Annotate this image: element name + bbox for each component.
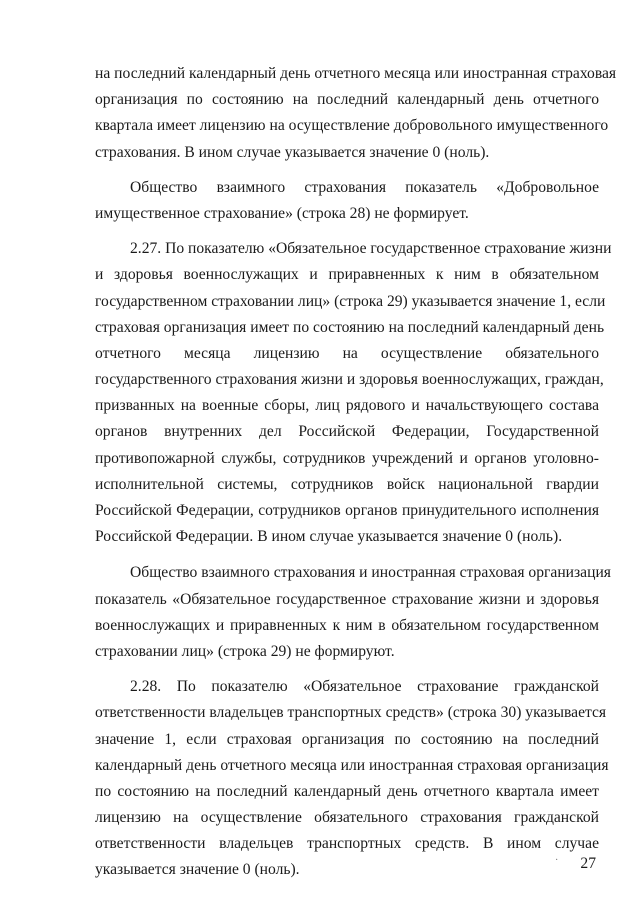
text-line: страховании лиц» (строка 29) не формируют. xyxy=(95,642,395,660)
text-line: значение 1, если страховая организация по состоянию на последний xyxy=(95,730,599,748)
text-line: отчетного месяца лицензию на осуществление обязательного xyxy=(95,344,599,362)
text-line: показатель «Обязательное государственное страхование жизни и здоровья xyxy=(95,590,599,608)
paragraph-3 xyxy=(95,236,612,550)
text-line: имущественное страхование» (строка 28) не формирует. xyxy=(95,204,469,222)
page-number: 27 xyxy=(580,855,596,872)
text-line: по состоянию на последний календарный день отчетного квартала имеет xyxy=(95,782,599,800)
text-line: Российской Федерации. В ином случае указывается значение 0 (ноль). xyxy=(95,528,563,546)
text-line: противопожарной службы, сотрудников учреждений и органов уголовно- xyxy=(95,449,599,467)
text-line: военнослужащих и приравненных к ним в обязательном государственном xyxy=(95,616,599,634)
text-line: ответственности владельцев транспортных средств. В ином случае xyxy=(95,835,599,853)
text-line: Общество взаимного страхования и иностранная страховая организация xyxy=(130,564,611,582)
text-line: исполнительной системы, сотрудников войск национальной гвардии xyxy=(95,475,599,493)
text-line: квартала имеет лицензию на осуществление добровольного имущественного xyxy=(95,117,609,135)
paragraph-5 xyxy=(95,674,609,884)
text-line: 2.27. По показателю «Обязательное государственное страхование жизни xyxy=(130,240,612,258)
text-line: органов внутренних дел Российской Федерации, Государственной xyxy=(95,423,599,441)
text-line: Общество взаимного страхования показатель «Добровольное xyxy=(130,178,599,196)
text-line: указывается значение 0 (ноль). xyxy=(95,861,300,879)
text-line: страховая организация имеет по состоянию на последний календарный день xyxy=(95,318,605,336)
text-line: календарный день отчетного месяца или иностранная страховая организация xyxy=(95,756,609,774)
text-line: ответственности владельцев транспортных средств» (строка 30) указывается xyxy=(95,704,607,722)
paragraph-1 xyxy=(95,61,617,166)
text-line: и здоровья военнослужащих и приравненных к ним в обязательном xyxy=(95,266,599,284)
text-line: организация по состоянию на последний календарный день отчетного xyxy=(95,91,599,109)
paragraph-4 xyxy=(95,560,611,665)
text-line: на последний календарный день отчетного месяца или иностранная страховая xyxy=(95,65,617,82)
text-line: государственном страховании лиц» (строка 29) указывается значение 1, если xyxy=(95,292,606,310)
text-line: лицензию на осуществление обязательного страхования гражданской xyxy=(95,809,599,827)
page-mark: · xyxy=(555,855,559,866)
text-line: государственного страхования жизни и здоровья военнослужащих, граждан, xyxy=(95,371,604,389)
document-page xyxy=(95,61,617,884)
paragraph-2 xyxy=(95,175,599,227)
text-line: 2.28. По показателю «Обязательное страхование гражданской xyxy=(130,678,599,696)
text-line: Российской Федерации, сотрудников органов принудительного исполнения xyxy=(95,502,599,519)
text-line: страхования. В ином случае указывается значение 0 (ноль). xyxy=(95,143,490,161)
text-line: призванных на военные сборы, лиц рядового и начальствующего состава xyxy=(95,397,599,415)
